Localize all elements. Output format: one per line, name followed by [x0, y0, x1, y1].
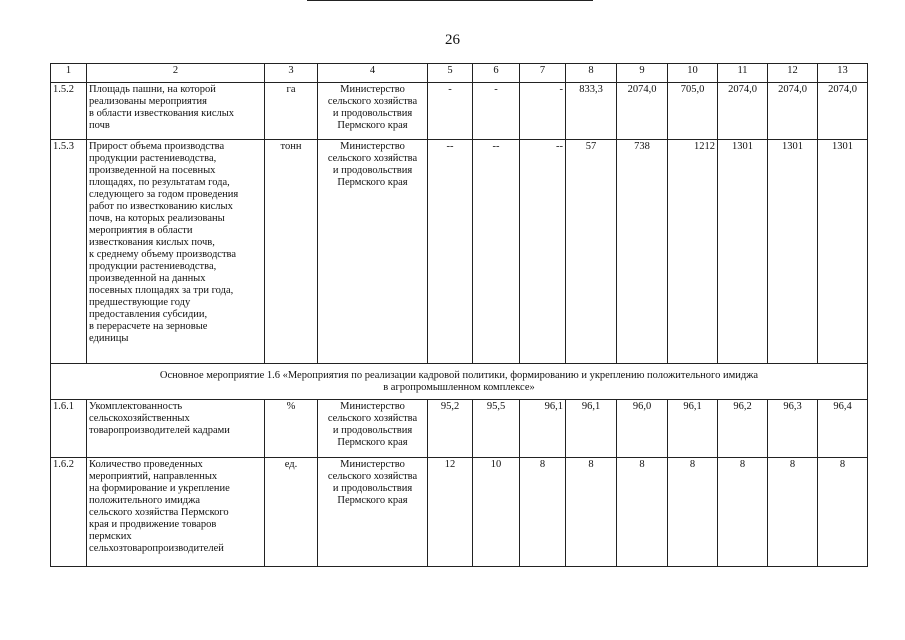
table-row [51, 83, 868, 140]
header-cell: 3 [265, 64, 318, 83]
table-row [51, 400, 868, 458]
row-value: - [473, 83, 520, 140]
row-value: 2074,0 [617, 83, 668, 140]
row-value: 57 [566, 140, 617, 364]
row-value: 8 [718, 458, 768, 567]
row-value: 96,0 [617, 400, 668, 458]
row-value: 10 [473, 458, 520, 567]
row-value: 705,0 [668, 83, 718, 140]
header-cell: 7 [520, 64, 566, 83]
row-value: 1301 [818, 140, 868, 364]
row-value: 2074,0 [718, 83, 768, 140]
row-name: Количество проведенных мероприятий, направленных на формирование и укрепление положительного имиджа сельского хозяйства Пермского края и продвижение товаров пермских сельхозтоваропроизводителей [87, 458, 265, 567]
row-value: 1301 [768, 140, 818, 364]
header-cell: 12 [768, 64, 818, 83]
row-value: 96,4 [818, 400, 868, 458]
row-value: 95,5 [473, 400, 520, 458]
row-name: Укомплектованность сельскохозяйственных товаропроизводителей кадрами [87, 400, 265, 458]
row-code: 1.5.3 [51, 140, 87, 364]
row-value: 8 [566, 458, 617, 567]
header-cell: 5 [428, 64, 473, 83]
indicators-table [50, 63, 868, 567]
row-responsible: Министерство сельского хозяйства и продовольствия Пермского края [318, 140, 428, 364]
header-cell: 2 [87, 64, 265, 83]
row-unit: % [265, 400, 318, 458]
header-cell: 13 [818, 64, 868, 83]
top-rule [307, 0, 593, 1]
header-row [51, 64, 868, 83]
row-value: 96,1 [566, 400, 617, 458]
row-value: 738 [617, 140, 668, 364]
row-responsible: Министерство сельского хозяйства и продовольствия Пермского края [318, 83, 428, 140]
row-value: -- [520, 140, 566, 364]
row-value: -- [473, 140, 520, 364]
row-name: Прирост объема производства продукции растениеводства, произведенной на посевных площадях, по результатам года, следующего за годом проведения работ по известкованию кислых почв, на которых реализованы мероприятия в области известкования кислых почв, к среднему объему производства продукции растениеводства, произведенной на данных посевных площадях за три года, предшествующие году предоставления субсидии, в перерасчете на зерновые единицы [87, 140, 265, 364]
row-value: 8 [818, 458, 868, 567]
row-value: 8 [520, 458, 566, 567]
row-value: 96,2 [718, 400, 768, 458]
table-row [51, 458, 868, 567]
row-unit: тонн [265, 140, 318, 364]
row-code: 1.6.1 [51, 400, 87, 458]
header-cell: 10 [668, 64, 718, 83]
row-value: 8 [668, 458, 718, 567]
row-unit: га [265, 83, 318, 140]
section-title: Основное мероприятие 1.6 «Мероприятия по реализации кадровой политики, формированию и укреплению положительного имиджа в агропромышленном комплексе» [51, 364, 868, 400]
row-value: 1212 [668, 140, 718, 364]
row-value: 1301 [718, 140, 768, 364]
row-value: - [428, 83, 473, 140]
row-value: 12 [428, 458, 473, 567]
row-unit: ед. [265, 458, 318, 567]
header-cell: 11 [718, 64, 768, 83]
row-responsible: Министерство сельского хозяйства и продовольствия Пермского края [318, 458, 428, 567]
row-value: - [520, 83, 566, 140]
row-value: 833,3 [566, 83, 617, 140]
section-row [51, 364, 868, 400]
header-cell: 9 [617, 64, 668, 83]
row-code: 1.5.2 [51, 83, 87, 140]
row-value: 8 [617, 458, 668, 567]
row-responsible: Министерство сельского хозяйства и продовольствия Пермского края [318, 400, 428, 458]
row-value: 2074,0 [818, 83, 868, 140]
row-value: 96,1 [520, 400, 566, 458]
row-value: 96,1 [668, 400, 718, 458]
table-row [51, 140, 868, 364]
row-value: 2074,0 [768, 83, 818, 140]
row-code: 1.6.2 [51, 458, 87, 567]
header-cell: 8 [566, 64, 617, 83]
page-number: 26 [445, 32, 460, 48]
row-value: -- [428, 140, 473, 364]
header-cell: 4 [318, 64, 428, 83]
header-cell: 6 [473, 64, 520, 83]
header-cell: 1 [51, 64, 87, 83]
row-value: 95,2 [428, 400, 473, 458]
row-name: Площадь пашни, на которой реализованы мероприятия в области известкования кислых почв [87, 83, 265, 140]
row-value: 8 [768, 458, 818, 567]
row-value: 96,3 [768, 400, 818, 458]
